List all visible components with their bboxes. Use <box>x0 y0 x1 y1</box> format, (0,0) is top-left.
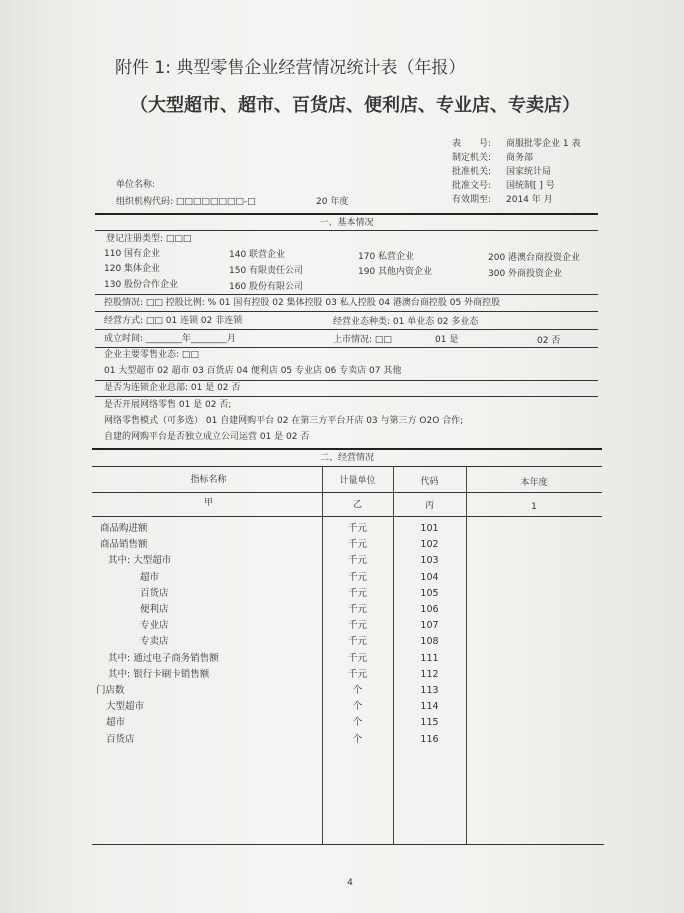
column-subheader: 甲 <box>203 498 213 508</box>
section-divider <box>92 448 602 450</box>
divider <box>95 230 598 231</box>
registration-option: 300 外商投资企业 <box>488 269 563 279</box>
column-header: 代码 <box>420 477 439 487</box>
row-unit: 千元 <box>347 653 367 664</box>
row-indicator-name: 超市 <box>106 717 126 728</box>
row-unit: 千元 <box>347 555 367 566</box>
listed-status: 上市情况: □□ <box>333 335 392 345</box>
divider <box>95 347 598 348</box>
row-code: 103 <box>420 555 439 566</box>
row-code: 116 <box>420 734 439 745</box>
row-indicator-name: 百货店 <box>106 734 135 745</box>
main-format-options: 01 大型超市 02 超市 03 百货店 04 便利店 05 专业店 06 专卖店 07 其他 <box>104 366 402 376</box>
row-unit: 千元 <box>347 669 367 680</box>
divider <box>95 311 598 312</box>
row-code: 106 <box>420 604 439 615</box>
row-unit: 千元 <box>347 588 367 599</box>
meta-value: 国统制[ ] 号 <box>506 181 555 191</box>
document-subtitle: （大型超市、超市、百货店、便利店、专业店、专卖店） <box>130 95 580 116</box>
row-indicator-name: 门店数 <box>96 685 125 696</box>
operation-format: 经营业态种类: 01 单业态 02 多业态 <box>333 317 479 327</box>
page-number: 4 <box>347 878 353 888</box>
row-code: 112 <box>420 669 439 680</box>
row-indicator-name: 百货店 <box>140 588 169 599</box>
meta-value: 国家统计局 <box>506 167 552 177</box>
column-subheader: 1 <box>531 502 537 512</box>
registration-option: 170 私营企业 <box>358 252 415 262</box>
online-retail: 是否开展网络零售 01 是 02 否; <box>104 400 232 410</box>
row-unit: 个 <box>352 734 363 745</box>
row-code: 115 <box>420 717 439 728</box>
row-unit: 千元 <box>347 620 367 631</box>
online-retail-mode: 网络零售模式（可多选） 01 自建网购平台 02 在第三方平台开店 03 与第三方 O2O 合作; <box>104 416 464 426</box>
row-code: 101 <box>420 523 439 534</box>
row-indicator-name: 大型超市 <box>106 701 145 712</box>
row-indicator-name: 其中: 银行卡刷卡销售额 <box>108 669 210 680</box>
registration-option: 130 股份合作企业 <box>104 280 179 290</box>
row-unit: 千元 <box>347 636 367 647</box>
divider <box>92 492 602 493</box>
meta-value: 2014 年 月 <box>506 195 553 205</box>
row-unit: 个 <box>352 717 363 728</box>
registration-option: 140 联营企业 <box>229 250 286 260</box>
unit-name-label: 单位名称: <box>116 180 156 190</box>
row-unit: 千元 <box>347 523 367 534</box>
column-header: 计量单位 <box>339 476 376 486</box>
divider <box>95 380 598 381</box>
divider <box>95 329 598 330</box>
org-code-label: 组织机构代码: □□□□□□□□-□ <box>116 197 256 207</box>
meta-value: 商务部 <box>506 153 534 163</box>
establish-time: 成立时间: ________年________月 <box>104 334 236 344</box>
row-unit: 千元 <box>347 572 367 583</box>
online-platform-independent: 自建的网购平台是否独立成立公司运营 01 是 02 否 <box>104 432 310 442</box>
row-code: 107 <box>420 620 439 631</box>
row-indicator-name: 其中: 通过电子商务销售额 <box>108 653 219 664</box>
meta-key: 批准文号: <box>452 181 492 191</box>
row-code: 114 <box>420 701 439 712</box>
row-code: 105 <box>420 588 439 599</box>
row-unit: 千元 <box>347 604 367 615</box>
row-code: 104 <box>420 572 439 583</box>
meta-value: 商服批零企业 1 表 <box>506 139 581 149</box>
section1-title: 一、基本情况 <box>319 218 374 228</box>
row-code: 102 <box>420 539 439 550</box>
registration-option: 110 国有企业 <box>104 249 161 259</box>
meta-key: 批准机关: <box>452 167 492 177</box>
divider <box>95 294 598 295</box>
table-bottom-line <box>92 844 604 845</box>
column-header: 本年度 <box>520 478 548 488</box>
column-divider <box>466 466 467 844</box>
registration-option: 190 其他内资企业 <box>358 267 433 277</box>
main-format-label: 企业主要零售业态: □□ <box>104 350 199 360</box>
column-subheader: 乙 <box>352 500 362 510</box>
row-indicator-name: 商品销售额 <box>100 539 148 550</box>
chain-hq: 是否为连锁企业总部: 01 是 02 否 <box>104 383 241 393</box>
row-indicator-name: 超市 <box>140 572 160 583</box>
section-divider <box>95 213 598 215</box>
registration-option: 200 港澳台商投资企业 <box>488 253 581 263</box>
document-title: 附件 1: 典型零售企业经营情况统计表（年报） <box>115 58 466 78</box>
registration-option: 120 集体企业 <box>104 264 161 274</box>
row-indicator-name: 专业店 <box>140 620 169 631</box>
operation-mode: 经营方式: □□ 01 连锁 02 非连锁 <box>104 316 243 326</box>
row-code: 111 <box>420 653 439 664</box>
divider <box>92 466 602 467</box>
row-unit: 个 <box>352 685 363 696</box>
registration-option: 160 股份有限公司 <box>229 282 304 292</box>
row-indicator-name: 商品购进额 <box>100 523 148 534</box>
row-indicator-name: 专卖店 <box>140 636 169 647</box>
column-subheader: 丙 <box>424 501 434 511</box>
row-unit: 千元 <box>347 539 367 550</box>
divider <box>95 396 598 397</box>
divider <box>92 516 602 517</box>
row-indicator-name: 便利店 <box>140 604 169 615</box>
column-header: 指标名称 <box>190 475 227 485</box>
year-label: 20 年度 <box>316 197 349 207</box>
listed-yes: 01 是 <box>435 335 459 345</box>
row-unit: 个 <box>352 701 363 712</box>
registration-label: 登记注册类型: □□□ <box>106 234 192 244</box>
meta-key: 有效期至: <box>452 195 492 205</box>
row-code: 113 <box>420 685 439 696</box>
holding-line: 控股情况: □□ 控股比例: % 01 国有控股 02 集体控股 03 私人控股 04 港澳台商控股 05 外商控股 <box>104 298 501 308</box>
registration-option: 150 有限责任公司 <box>229 266 304 276</box>
meta-key: 制定机关: <box>452 153 492 163</box>
row-code: 108 <box>420 636 439 647</box>
meta-key: 表 号: <box>452 139 492 149</box>
listed-no: 02 否 <box>537 336 561 346</box>
row-indicator-name: 其中: 大型超市 <box>108 555 172 566</box>
section2-title: 二、经营情况 <box>319 453 374 463</box>
